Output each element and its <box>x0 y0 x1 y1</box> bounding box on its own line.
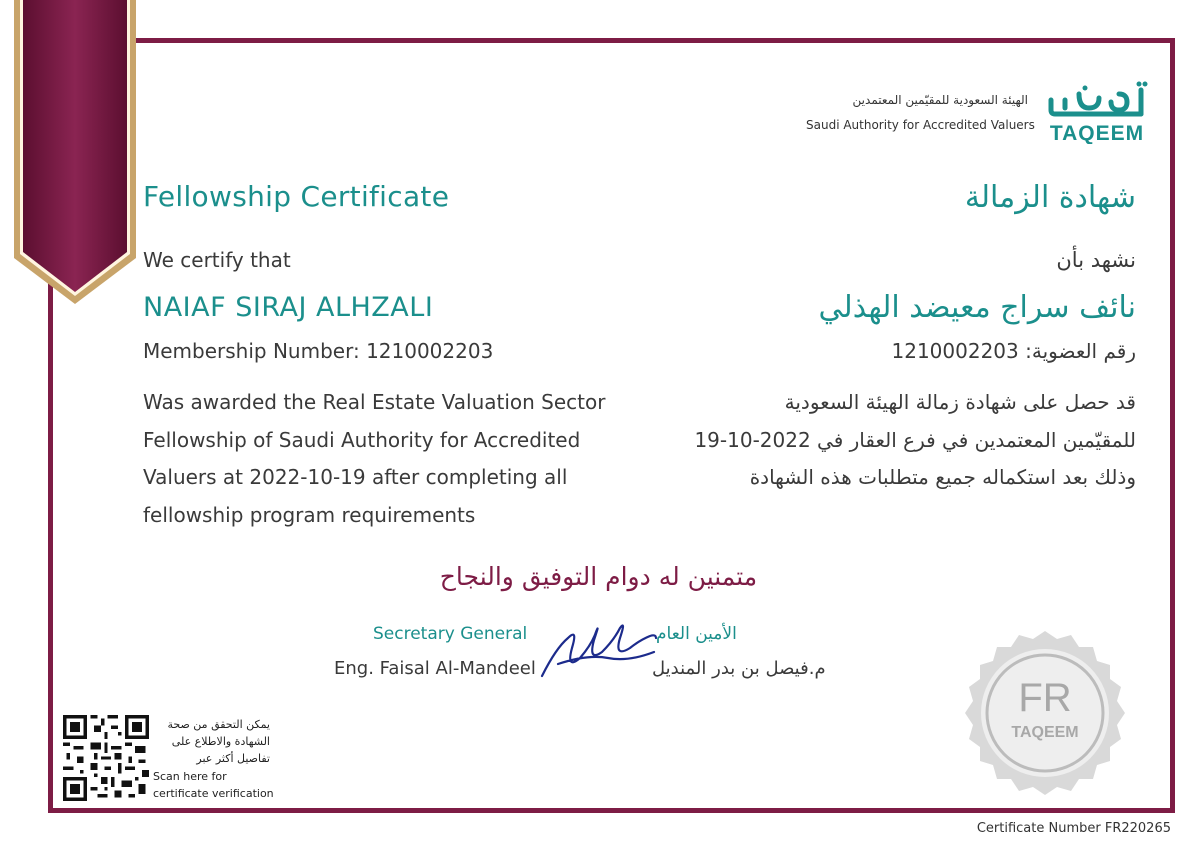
certify-text-ar: نشهد بأن <box>1056 248 1136 272</box>
signatory-name-en: Eng. Faisal Al-Mandeel <box>334 658 536 679</box>
membership-label-ar: رقم العضوية: <box>1025 339 1136 363</box>
handwritten-signature <box>538 618 660 680</box>
qr-code-icon[interactable] <box>63 715 149 801</box>
award-text-ar <box>646 384 1136 497</box>
award-text-en: Was awarded the Real Estate Valuation Sector Fellowship of Saudi Authority for Accredited Valuers at 2022-10-19 after completing all fellowship program requirements <box>143 390 606 527</box>
membership-number-ar <box>892 339 1137 363</box>
certify-text-en: We certify that <box>143 248 291 272</box>
award-text-ar-line: وذلك بعد استكماله جميع متطلبات هذه الشهادة <box>749 465 1136 489</box>
taqeem-logo-icon <box>1045 80 1149 144</box>
signatory-title-ar: الأمين العام <box>656 624 737 644</box>
recipient-name-ar: نائف سراج معيضد الهذلي <box>818 290 1136 325</box>
certificate-title-en: Fellowship Certificate <box>143 180 450 213</box>
verification-text-ar: يمكن التحقق من صحة الشهادة والاطلاع على تفاصيل أكثر عبر <box>167 718 270 765</box>
membership-label-en: Membership Number: <box>143 339 360 363</box>
award-text-ar-line: قد حصل على شهادة زمالة الهيئة السعودية <box>784 390 1136 414</box>
seal-stamp-icon <box>955 627 1135 797</box>
award-text-ar-line: للمقيّمين المعتمدين في فرع العقار في 2022-10-19 <box>694 427 1136 452</box>
membership-value-ar: 1210002203 <box>891 339 1019 363</box>
signatory-name-ar: م.فيصل بن بدر المنديل <box>652 658 826 679</box>
certificate-title-ar: شهادة الزمالة <box>964 180 1136 215</box>
ribbon-decoration <box>14 0 136 304</box>
seal-label: TAQEEM <box>1011 724 1079 741</box>
membership-value-en: 1210002203 <box>366 339 494 363</box>
seal-initials: FR <box>1018 676 1072 720</box>
signatory-title-en: Secretary General <box>373 624 528 644</box>
verification-line: Scan here for <box>153 770 227 783</box>
recipient-name-en: NAIAF SIRAJ ALHZALI <box>143 292 434 323</box>
wish-text-ar: متمنين له دوام التوفيق والنجاح <box>439 562 758 591</box>
certificate-number: Certificate Number FR220265 <box>976 821 1171 836</box>
membership-number-en <box>143 339 493 363</box>
verification-text-en <box>153 768 274 802</box>
authority-name-ar: الهيئة السعودية للمقيّمين المعتمدين <box>852 93 1028 107</box>
authority-name-en: Saudi Authority for Accredited Valuers <box>806 118 1035 132</box>
verification-line: certificate verification <box>153 787 274 800</box>
logo-wordmark: TAQEEM <box>1049 122 1145 144</box>
